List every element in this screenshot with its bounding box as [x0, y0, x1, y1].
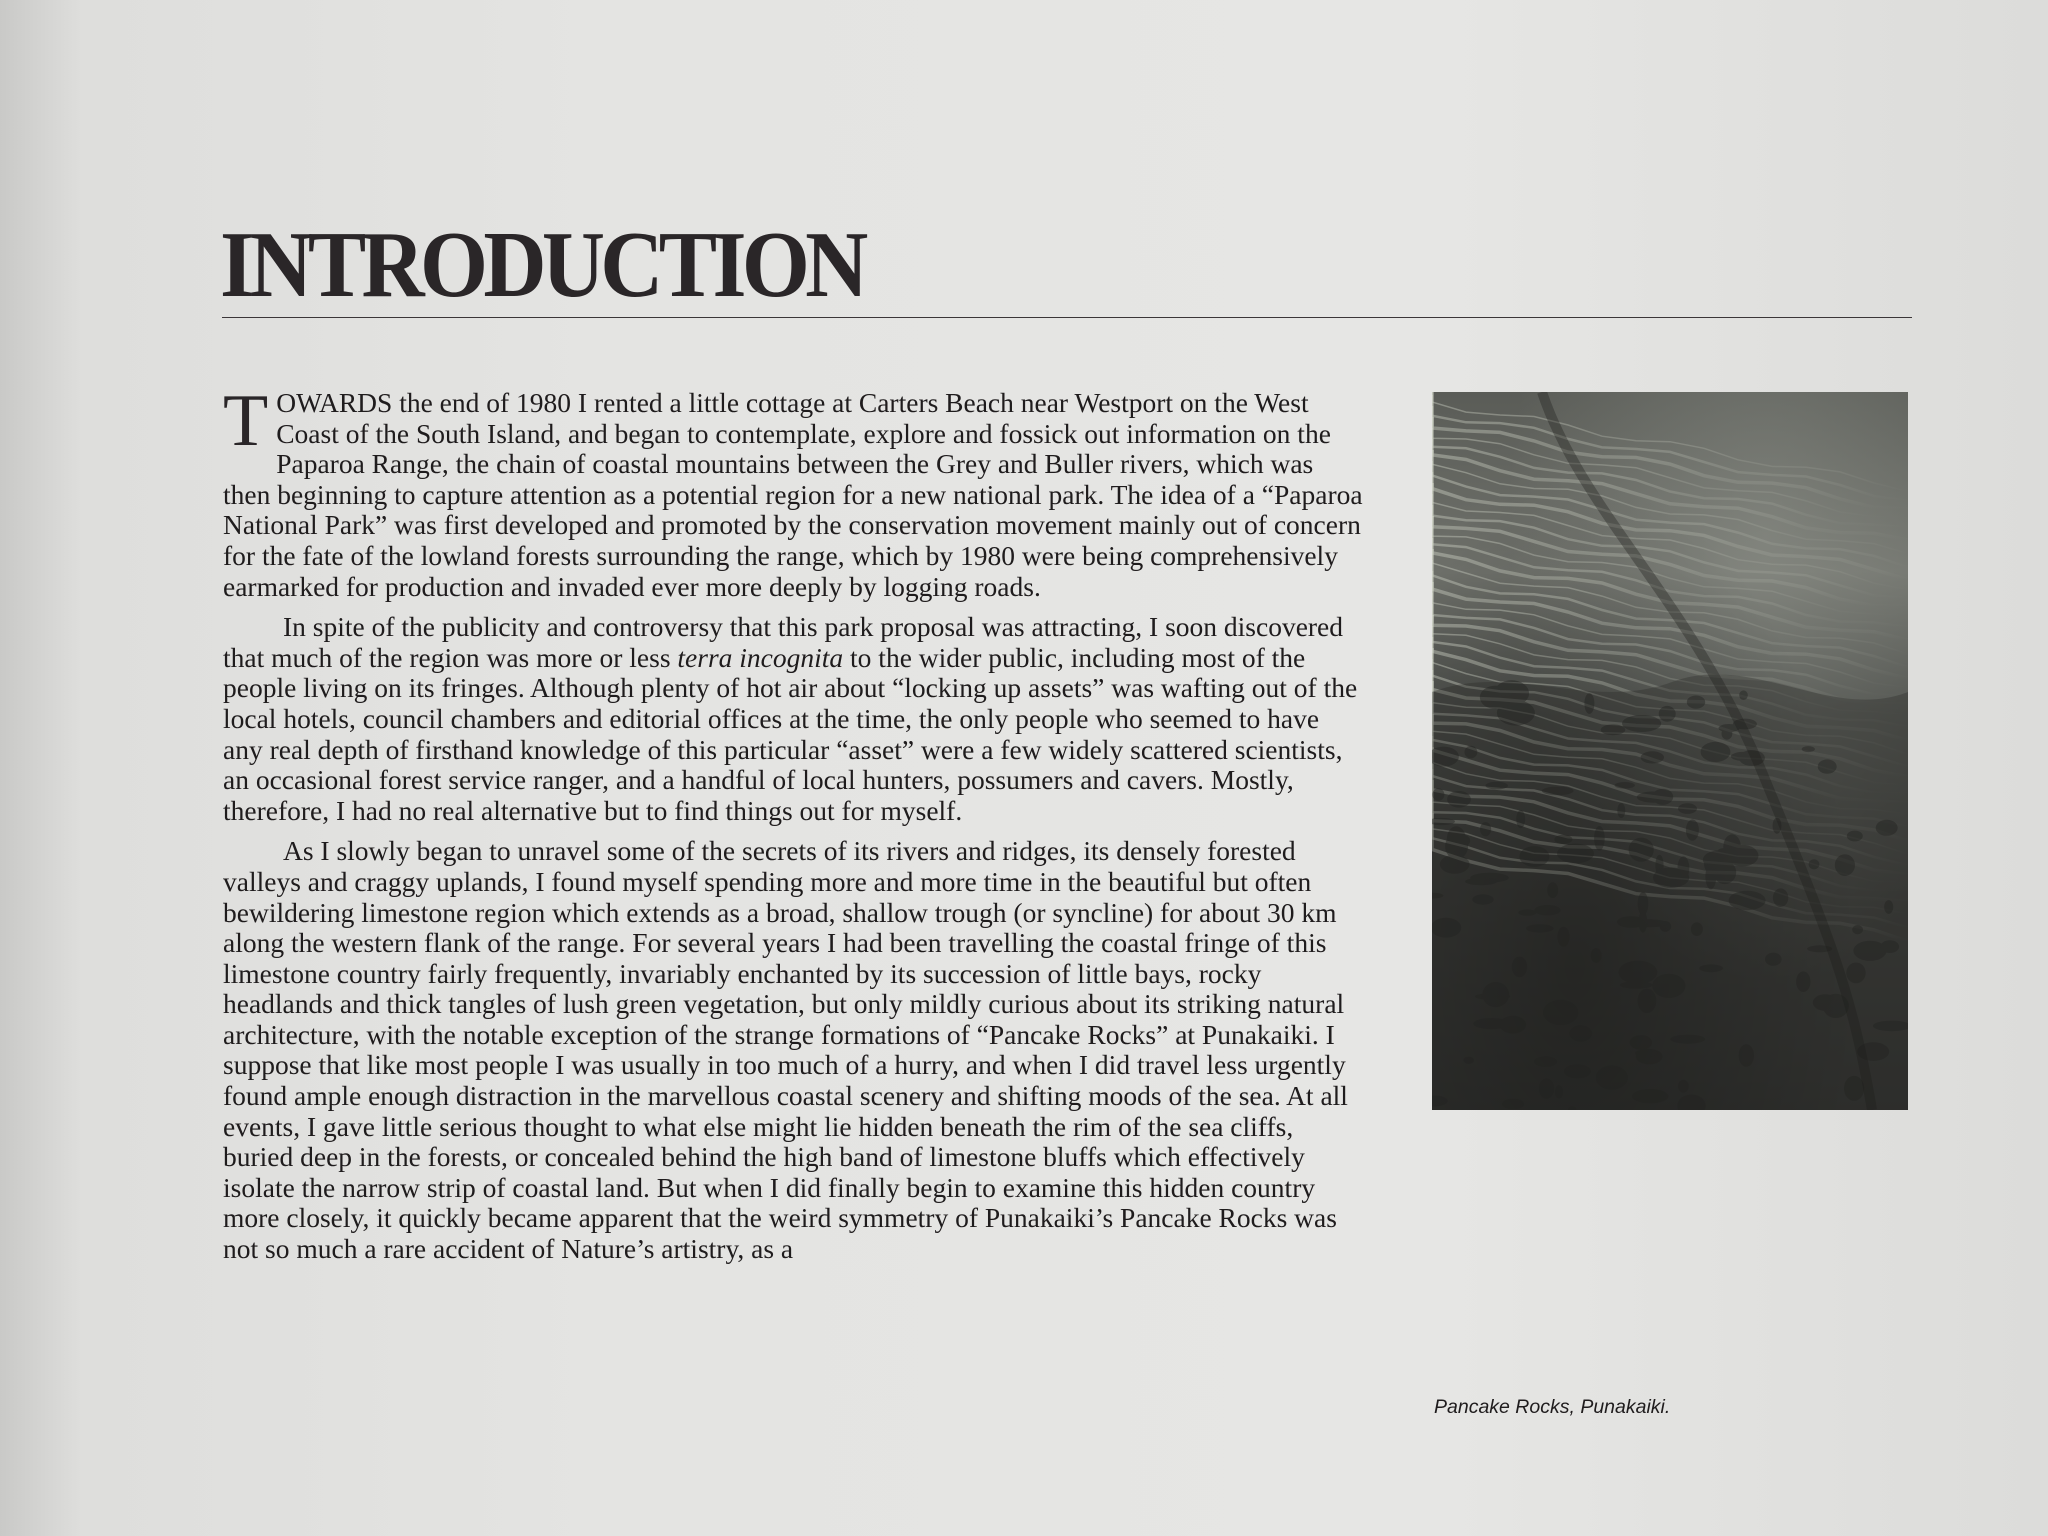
paragraph-1	[223, 380, 1363, 602]
paragraph-2-text-end: to the wider public, including most of the people living on its fringes. Although plenty of hot air about “locking up assets” was wafting out of the local hotels, council chambers and editorial offices at the time, the only people who seemed to have any real depth of firsthand knowledge of this particular “asset” were a few widely scattered scientists, an occasional forest service ranger, and a handful of local hunters, possumers and cavers. Mostly, therefore, I had no real alternative but to find things out for myself.	[223, 641, 1358, 826]
paragraph-3	[223, 836, 1363, 1264]
paragraph-3-text: As I slowly began to unravel some of the secrets of its rivers and ridges, its densely forested valleys and craggy uplands, I found myself spending more and more time in the beautiful but often bewildering limestone region which extends as a broad, shallow trough (or syncline) for about 30 km along the western flank of the range. For several years I had been travelling the coastal fringe of this limestone country fairly frequently, invariably enchanted by its succession of little bays, rocky headlands and thick tangles of lush green vegetation, but only mildly curious about its striking natural architecture, with the notable exception of the strange formations of “Pancake Rocks” at Punakaiki. I suppose that like most people I was usually in too much of a hurry, and when I did travel less urgently found ample enough distraction in the marvellous coastal scenery and shifting moods of the sea. At all events, I gave little serious thought to what else might lie hidden beneath the rim of the sea cliffs, buried deep in the forests, or concealed behind the high band of limestone bluffs which effectively isolate the narrow strip of coastal land. But when I did finally begin to examine this hidden country more closely, it quickly became apparent that the weird symmetry of Punakaiki’s Pancake Rocks was not so much a rare accident of Nature’s artistry, as a	[223, 835, 1348, 1265]
rock-stratum-line	[1432, 450, 1908, 580]
paragraph-1-text: the end of 1980 I rented a little cottage at Carters Beach near Westport on the West Coast of the South Island, and began to contemplate, explore and fossick out information on the Paparoa Range, the chain of coastal mountains between the Grey and Buller rivers, which was then beginning to capture attention as a potential region for a new national park. The idea of a “Paparoa National Park” was first developed and promoted by the conservation movement mainly out of concern for the fate of the lowland forests surrounding the range, which by 1980 were being comprehensively earmarked for production and invaded ever more deeply by logging roads.	[223, 387, 1363, 602]
paragraph-2-italic-term: terra incognita	[677, 641, 844, 673]
paragraph-2	[223, 612, 1363, 826]
page-title: INTRODUCTION	[220, 213, 864, 317]
pancake-rocks-photo	[1432, 392, 1908, 1110]
photo-caption: Pancake Rocks, Punakaiki.	[1434, 1396, 1671, 1418]
rock-stratum-line	[1432, 560, 1908, 688]
rock-strata-illustration	[1432, 392, 1908, 1110]
paragraph-2-text-start: In spite of the publicity and controversy that this park proposal was attracting, I soon discovered that much of the region was more or less	[223, 611, 1344, 673]
drop-cap: T	[223, 380, 269, 462]
rock-stratum-line	[1432, 392, 1908, 492]
body-text	[223, 380, 1363, 1275]
paragraph-1-first-word: OWARDS	[276, 387, 393, 418]
title-rule	[222, 317, 1912, 318]
